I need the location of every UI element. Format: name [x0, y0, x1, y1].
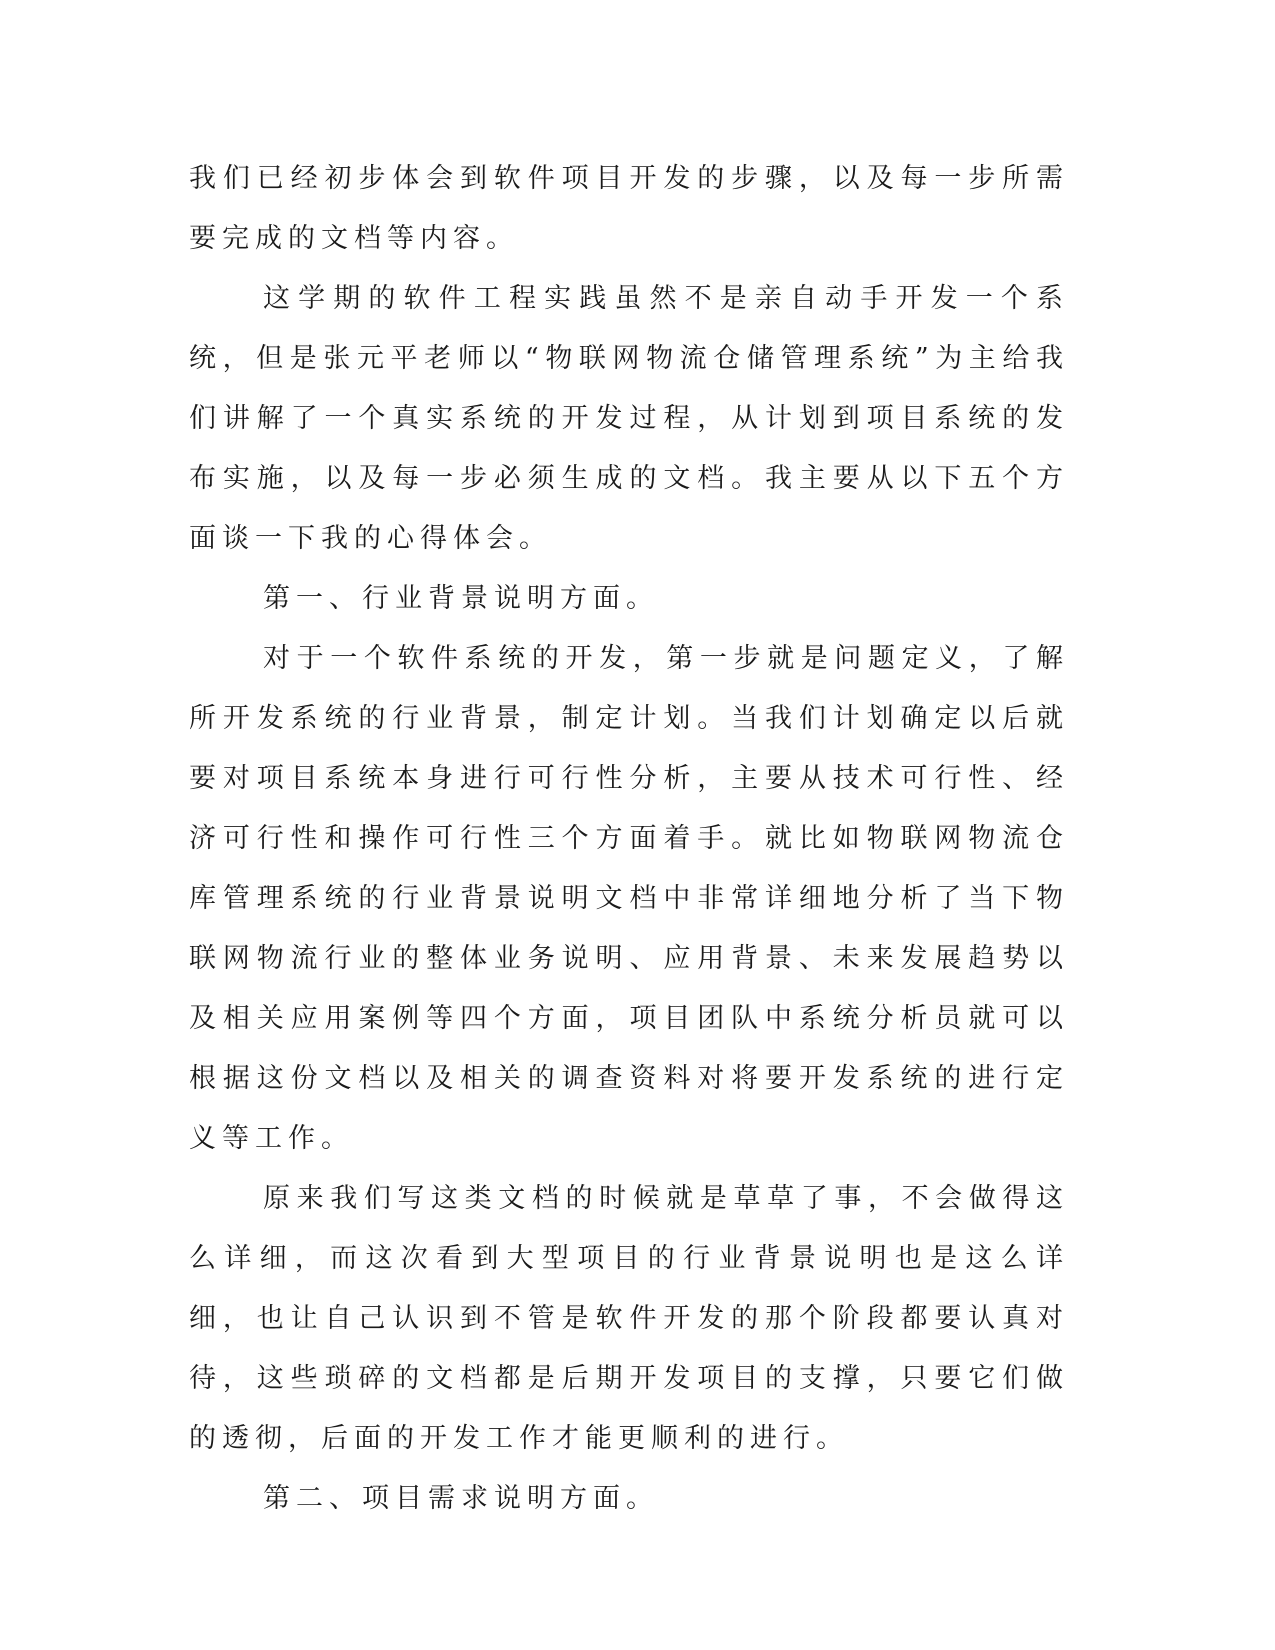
paragraph-industry-background: 对于一个软件系统的开发，第一步就是问题定义，了解所开发系统的行业背景，制定计划。当我们计划确定以后就要对项目系统本身进行可行性分析，主要从技术可行性、经济可行性和操作可行性三个方面着手。就比如物联网物流仓库管理系统的行业背景说明文档中非常详细地分析了当下物联网物流行业的整体业务说明、应用背景、未来发展趋势以及相关应用案例等四个方面，项目团队中系统分析员就可以根据这份文档以及相关的调查资料对将要开发系统的进行定义等工作。 [189, 643, 1069, 1154]
section-heading-requirements: 第二、项目需求说明方面。 [263, 1483, 659, 1514]
paragraph-course-overview: 这学期的软件工程实践虽然不是亲自动手开发一个系统，但是张元平老师以“物联网物流仓储管理系统”为主给我们讲解了一个真实系统的开发过程，从计划到项目系统的发布实施，以及每一步必须生成的文档。我主要从以下五个方面谈一下我的心得体会。 [189, 283, 1069, 554]
section-heading-industry-background: 第一、行业背景说明方面。 [263, 583, 659, 614]
paragraph-intro-continued: 我们已经初步体会到软件项目开发的步骤，以及每一步所需要完成的文档等内容。 [189, 163, 1069, 254]
document-body [189, 149, 1069, 1529]
paragraph-reflection: 原来我们写这类文档的时候就是草草了事，不会做得这么详细，而这次看到大型项目的行业背景说明也是这么详细，也让自己认识到不管是软件开发的那个阶段都要认真对待，这些琐碎的文档都是后期开发项目的支撑，只要它们做的透彻，后面的开发工作才能更顺利的进行。 [189, 1183, 1069, 1454]
